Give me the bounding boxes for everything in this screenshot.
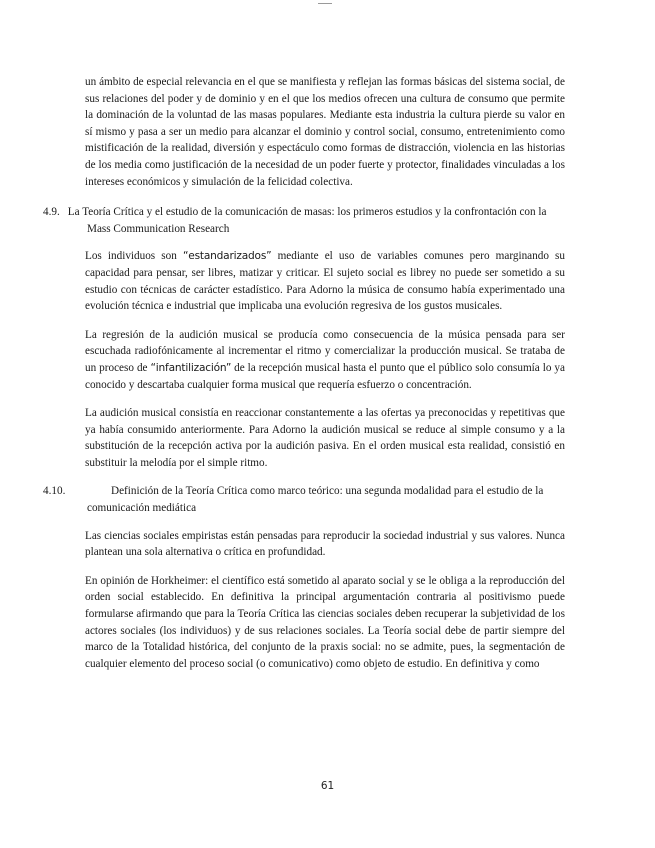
paragraph-horkheimer: En opinión de Horkheimer: el científico está sometido al aparato social y se le obliga a la reproducción del orden social establecido. En definitiva la principal argumentación contraria al positivismo puede formularse afirmando que para la Teoría Crítica las ciencias sociales deben recuperar la subjetividad de los actores sociales (los individuos) y de sus relaciones sociales. La Teoría social debe de partir siempre del marco de la Totalidad histórica, del conjunto de la praxis social: no se admite, pues, la segmentación de cualquier elemento del proceso social (o comunicativo) como objeto de estudio. En definitiva y como bbox=[85, 574, 565, 670]
paragraph-industry-culture: un ámbito de especial relevancia en el que se manifiesta y reflejan las formas básicas del sistema social, de sus relaciones del poder y de dominio y en el que los medios ofrecen una cultura de consumo que permite la dominación de la voluntad de las masas populares. Mediante esta industria la cultura pierde su valor en sí mismo y pasa a ser un medio para alcanzar el dominio y control social, consumo, entretenimiento como mistificación de la realidad, diversión y espectáculo como formas de distracción, violencia en las historias de los media como justificación de la necesidad de un poder fuerte y protector, finalidades vinculadas a los intereses económicos y simulación de la felicidad colectiva. bbox=[85, 76, 565, 188]
paragraph-standardized-individuals bbox=[65, 248, 565, 314]
paragraph-musical-regression bbox=[65, 327, 565, 393]
top-edge-mark bbox=[318, 0, 332, 4]
paragraph-text: Los individuos son bbox=[85, 250, 183, 263]
emphasis-term: “estandarizados” bbox=[182, 250, 272, 263]
paragraph-musical-audition: La audición musical consistía en reaccionar constantemente a las ofertas ya preconocidas y repetitivas que ya había consumido anteriormente. Para Adorno la audición musical se reduce al simple consumo y a la substitución de la recepción activa por la audición pasiva. En el orden musical esta realidad, consistió en substituir la melodía por el simple ritmo. bbox=[85, 407, 565, 469]
section-title: Definición de la Teoría Crítica como marco teórico: una segunda modalidad para el estudio de la comunicación mediática bbox=[87, 485, 544, 515]
paragraph-text: mediante el uso de variables comunes pero marginando su capacidad para pensar, ser libres, matizar y criticar. El sujeto social es librey no puede ser sometido a su estudio con técnicas de carácter estadístico. Para Adorno la música de consumo había experimentado una evolución técnica e industrial que implicaba una evolución regresiva de los gustos musicales. bbox=[85, 250, 565, 313]
document-page bbox=[43, 74, 565, 684]
page-number: 61 bbox=[320, 780, 335, 792]
paragraph-empirical-sciences: Las ciencias sociales empiristas están pensadas para reproducir la sociedad industrial y sus valores. Nunca plantean una sola alternativa o crítica en profundidad. bbox=[85, 529, 565, 559]
section-heading-4-10 bbox=[43, 483, 565, 516]
paragraph-text: La regresión de la audición musical se producía como consecuencia de la música pensada para ser escuchada radiofónicamente al incrementar el ritmo y comercializar la producción musical. Se trataba de un proceso de bbox=[85, 328, 565, 374]
section-number: 4.10. bbox=[43, 485, 66, 498]
section-heading-4-9: 4.9. La Teoría Crítica y el estudio de la comunicación de masas: los primeros estudios y la confrontación con la Mass Communication Research bbox=[43, 206, 547, 235]
section-title: La Teoría Crítica y el estudio de la comunicación de masas: los primeros estudios y la confrontación con la Mass Communication Research bbox=[67, 206, 547, 235]
emphasis-term: “infantilización” bbox=[150, 361, 232, 374]
paragraph-text: de la recepción musical hasta el punto que el público solo consumía lo ya conocido y descartaba cualquier forma musical que requería esfuerzo o concentración. bbox=[85, 361, 565, 391]
